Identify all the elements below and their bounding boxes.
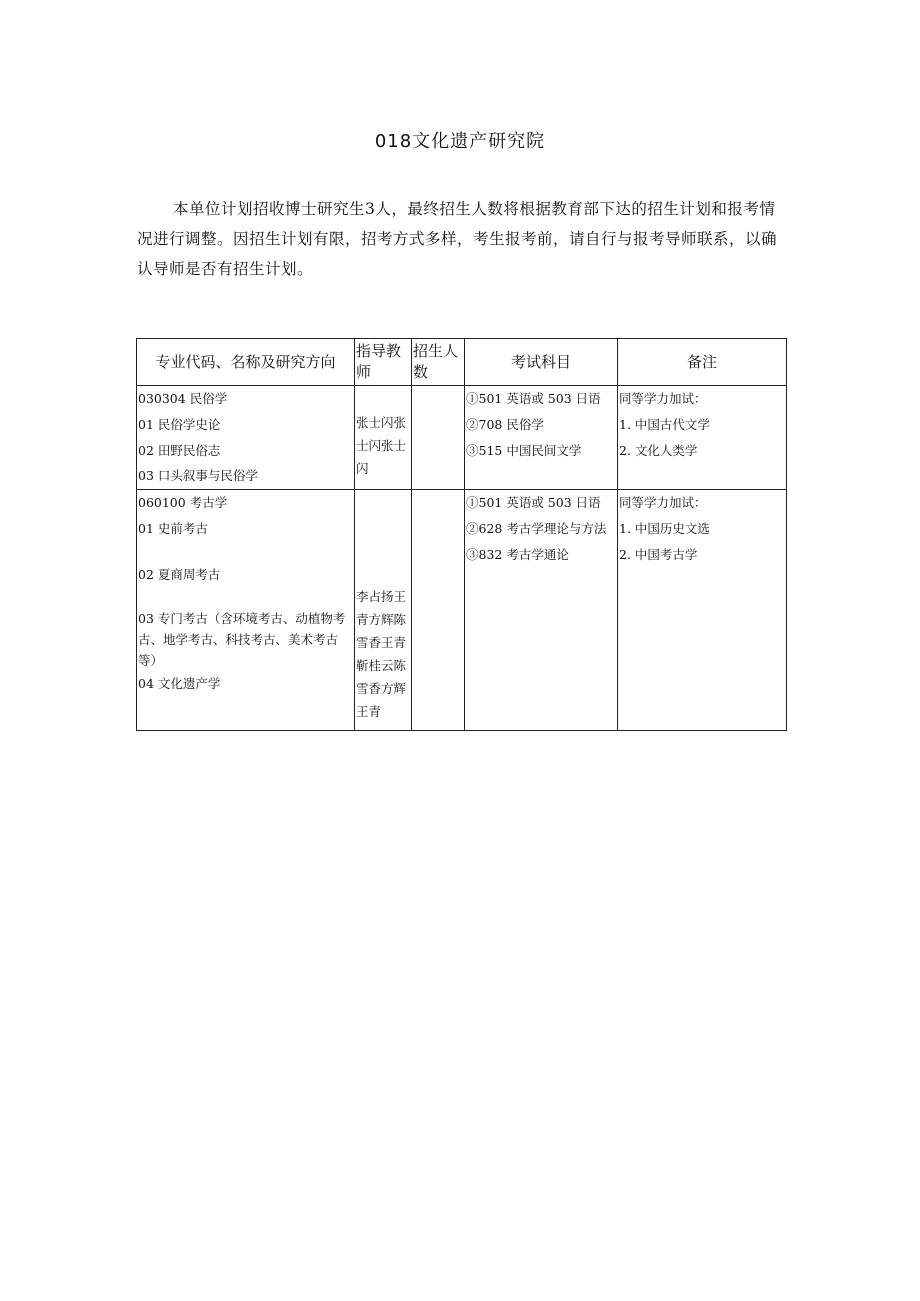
major-line: 01 史前考古 xyxy=(138,520,208,536)
major-line: 060100 考古学 xyxy=(138,495,228,511)
table-header-row xyxy=(137,339,787,386)
table-row xyxy=(137,386,787,490)
advisor-names: 李占扬王青方辉陈雪香王青靳桂云陈雪香方辉王青 xyxy=(356,589,407,720)
major-line: 01 民俗学史论 xyxy=(138,416,221,432)
quota-cell xyxy=(412,490,465,731)
spacer xyxy=(138,588,353,608)
exam-cell xyxy=(465,490,618,731)
quota-cell xyxy=(412,386,465,490)
table-row xyxy=(137,490,787,731)
remarks-cell xyxy=(618,490,787,731)
enrollment-table xyxy=(136,338,787,731)
exam-line: ③515 中国民间文学 xyxy=(466,442,582,458)
major-cell xyxy=(137,490,355,731)
remark-line: 2. 文化人类学 xyxy=(619,442,698,458)
major-line: 04 文化遗产学 xyxy=(138,675,221,691)
exam-cell xyxy=(465,386,618,490)
exam-line: ①501 英语或 503 日语 xyxy=(466,495,601,511)
page-title: 018文化遗产研究院 xyxy=(374,131,546,152)
major-line: 02 夏商周考古 xyxy=(138,566,221,582)
header-major: 专业代码、名称及研究方向 xyxy=(137,339,355,386)
remark-line: 同等学力加试： xyxy=(619,391,707,406)
header-remarks: 备注 xyxy=(618,339,787,386)
header-exam: 考试科目 xyxy=(465,339,618,386)
advisor-names: 张士闪张士闪张士闪 xyxy=(356,415,407,476)
header-quota: 招生人数 xyxy=(412,339,465,386)
advisor-cell xyxy=(355,386,412,490)
major-line: 02 田野民俗志 xyxy=(138,442,221,458)
remark-line: 1. 中国历史文选 xyxy=(619,520,710,536)
major-line: 030304 民俗学 xyxy=(138,391,228,406)
major-cell xyxy=(137,386,355,490)
remark-line: 同等学力加试： xyxy=(619,495,707,511)
remarks-cell xyxy=(618,386,787,490)
exam-line: ③832 考古学通论 xyxy=(466,546,569,562)
remark-line: 2. 中国考古学 xyxy=(619,546,698,562)
major-line: 03 专门考古（含环境考古、动植物考古、地学考古、科技考古、美术考古等） xyxy=(138,610,346,668)
exam-line: ①501 英语或 503 日语 xyxy=(466,391,601,406)
exam-line: ②628 考古学理论与方法 xyxy=(466,520,607,536)
intro-paragraph: 本单位计划招收博士研究生3人，最终招生人数将根据教育部下达的招生计划和报考情况进行调整。因招生计划有限，招考方式多样，考生报考前，请自行与报考导师联系，以确认导师是否有招生计划。 xyxy=(137,200,778,278)
exam-line: ②708 民俗学 xyxy=(466,416,544,432)
advisor-cell xyxy=(355,490,412,731)
major-line: 03 口头叙事与民俗学 xyxy=(138,468,258,484)
spacer xyxy=(138,542,353,562)
remark-line: 1. 中国古代文学 xyxy=(619,416,710,432)
header-advisor: 指导教师 xyxy=(355,339,412,386)
